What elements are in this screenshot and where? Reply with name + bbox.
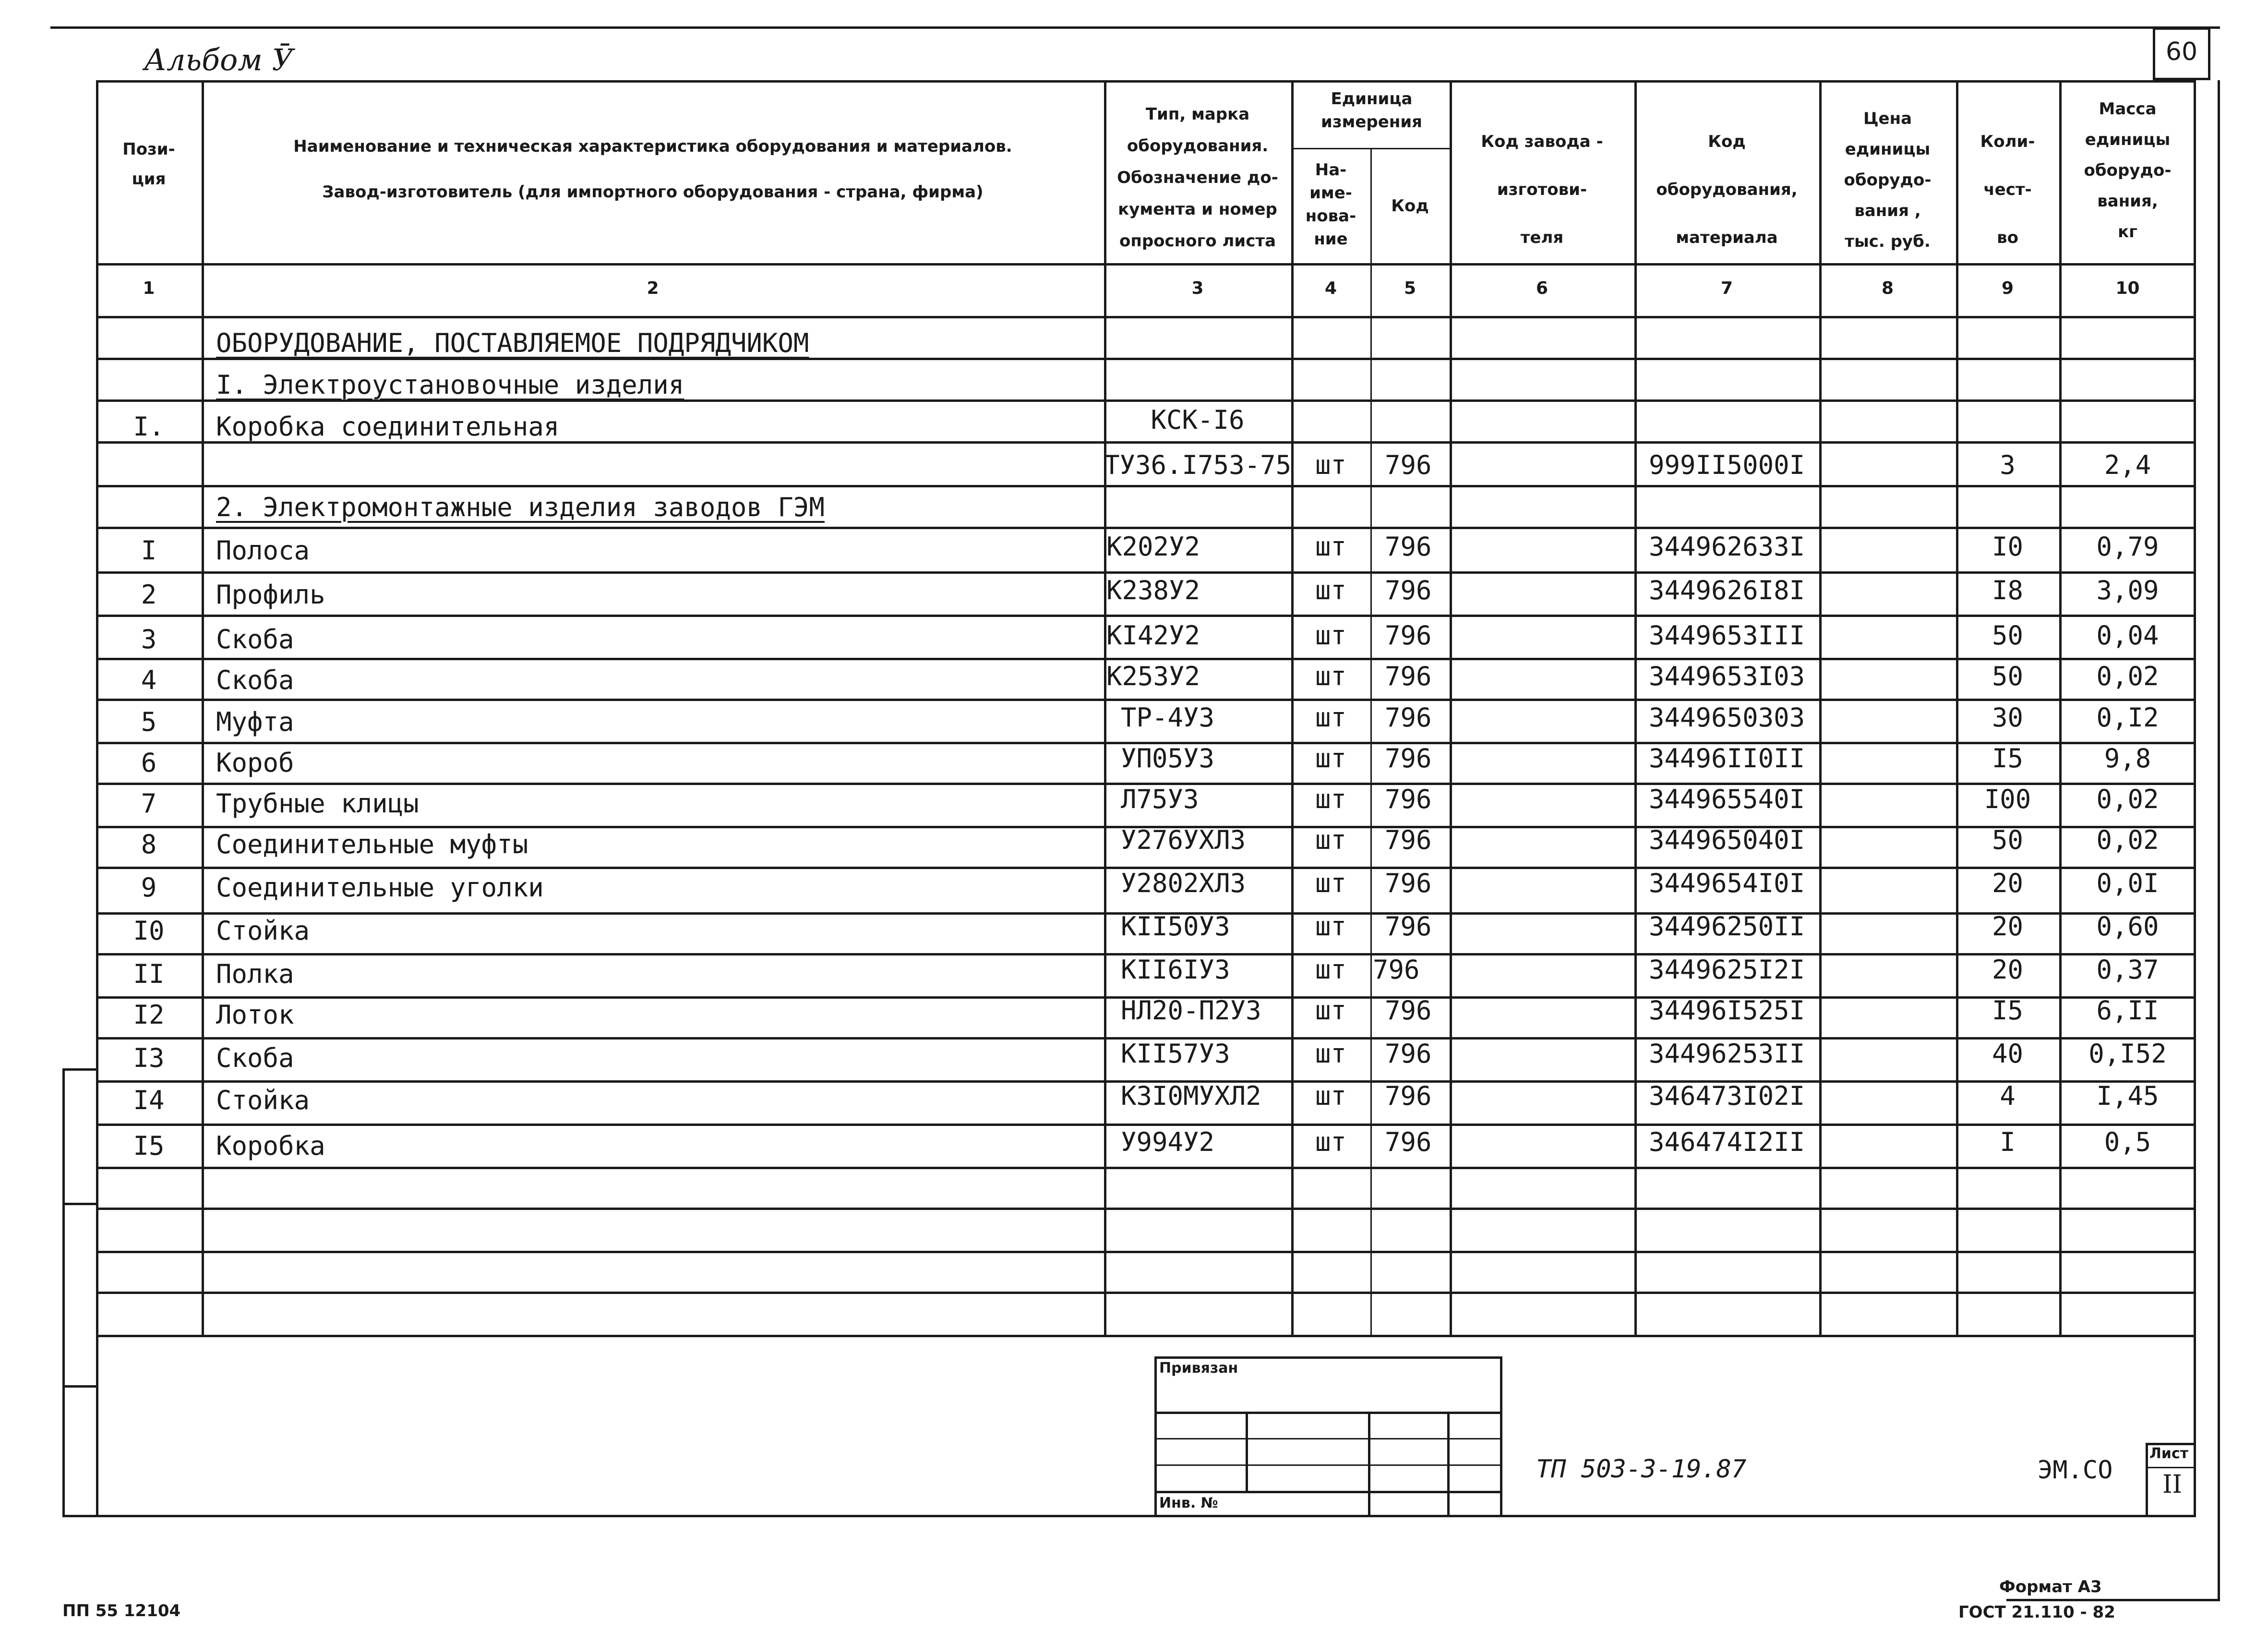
table-cell-name: Муфта [216,707,294,737]
table-cell-position: II [133,959,165,989]
header-equipment-code: Код оборудования, материала [1656,132,1798,247]
col-line-2 [1104,80,1106,1335]
table-cell-quantity: 50 [1992,661,2024,691]
table-cell-mass: 0,02 [2096,661,2159,691]
row-line [96,658,2196,660]
stamp-line [1154,1412,1502,1414]
table-cell-code: 796 [1385,743,1432,774]
table-cell-quantity: 3 [2000,450,2016,480]
table-cell-unit: шт [1315,868,1347,898]
header-name: Наименование и техническая характеристика оборудования и материалов. Завод-изготовитель (для импортного оборудования - страна, фирма) [293,137,1012,202]
table-cell-unit: шт [1315,911,1347,942]
table-cell-quantity: 40 [1992,1039,2024,1069]
table-cell-position: I4 [133,1085,165,1115]
format-label: Формат А3 [1999,1577,2102,1596]
table-cell-mass: 0,02 [2096,825,2159,855]
stamp-line [1154,1464,1502,1466]
table-cell-position: I5 [133,1131,165,1161]
sheet-number: II [2162,1470,2183,1499]
header-unit-name: На- име- нова- ние [1305,160,1356,249]
left-margin-tick [62,1068,96,1071]
document-code: ТП 503-3-19.87 [1536,1455,1747,1484]
table-cell-name: Коробка [216,1131,325,1161]
table-cell-mass: 0,I52 [2088,1039,2167,1069]
header-mass: Масса единицы оборудо- вания, кг [2084,99,2172,242]
table-cell-type: КСК-I6 [1151,405,1245,435]
subsection-title: 2. Электромонтажные изделия заводов ГЭМ [216,492,825,522]
table-cell-unit: шт [1315,1127,1347,1157]
header-price: Цена единицы оборудо- вания , тыс. руб. [1844,109,1932,251]
table-cell-code: 796 [1385,702,1432,733]
album-label: Альбом Ӯ [144,42,294,77]
table-cell-mass: I,45 [2096,1081,2159,1111]
table-cell-quantity: 20 [1992,955,2024,985]
table-cell-equipment-code: 34496I525I [1649,995,1805,1026]
header-type: Тип, марка оборудования. Обозначение до- кумента и номер опросного листа [1117,105,1278,251]
table-cell-name: Полоса [216,535,310,566]
table-cell-position: I3 [133,1043,165,1073]
table-cell-quantity: 50 [1992,825,2024,855]
table-cell-position: I. [133,411,165,442]
table-cell-equipment-code: 3449650303 [1649,702,1805,733]
table-cell-type: У276УХЛ3 [1121,825,1246,855]
header-bottom-line [96,263,2196,266]
table-top-line [96,80,2196,83]
table-cell-mass: 2,4 [2104,450,2151,480]
col-line-4 [1370,148,1372,1335]
table-cell-type: К202У2 [1106,532,1200,562]
col-number: 3 [1191,278,1204,298]
header-position: Пози- ция [122,140,175,189]
table-cell-position: 9 [141,872,157,903]
footer-left-code: ПП 55 12104 [62,1601,181,1620]
stamp-line [1154,1438,1502,1439]
table-cell-type: ТР-4У3 [1121,702,1215,733]
col-number: 8 [1881,278,1894,298]
table-cell-name: Соединительные муфты [216,829,528,859]
table-cell-position: I0 [133,916,165,946]
table-cell-name: Соединительные уголки [216,872,544,903]
row-line [96,1124,2196,1126]
table-cell-quantity: I5 [1992,995,2024,1026]
table-cell-mass: 9,8 [2104,743,2151,774]
col-line-1 [202,80,204,1335]
table-cell-code: 796 [1385,1127,1432,1157]
table-cell-mass: 3,09 [2096,575,2159,605]
stamp-col [1368,1412,1370,1515]
left-margin-tick [62,1203,96,1205]
col-number: 4 [1324,278,1337,298]
table-cell-code: 796 [1385,868,1432,898]
table-cell-code: 796 [1385,784,1432,814]
table-cell-position: 5 [141,707,157,737]
page-number: 60 [2165,37,2198,66]
table-cell-type: ТУ36.I753-75 [1104,450,1292,480]
table-cell-quantity: 30 [1992,702,2024,733]
col-number: 9 [2001,278,2014,298]
table-cell-quantity: 20 [1992,868,2024,898]
row-line [96,571,2196,574]
col-line-5 [1450,80,1452,1335]
table-cell-name: Скоба [216,665,294,695]
table-cell-mass: 0,02 [2096,784,2159,814]
subsection-title: I. Электроустановочные изделия [216,370,684,400]
table-cell-quantity: I5 [1992,743,2024,774]
table-cell-unit: шт [1315,743,1347,774]
table-cell-equipment-code: 3449653III [1649,620,1805,651]
table-cell-unit: шт [1315,702,1347,733]
table-cell-quantity: I8 [1992,575,2024,605]
col-line-6 [1634,80,1637,1335]
table-body-bottom-line [96,1335,2196,1337]
row-line [96,1208,2196,1210]
table-cell-quantity: I [2000,1127,2016,1157]
col-line-7 [1819,80,1822,1335]
table-cell-type: КI42У2 [1106,620,1200,651]
table-cell-position: I [141,535,157,566]
table-cell-quantity: 20 [1992,911,2024,942]
table-cell-mass: 0,79 [2096,532,2159,562]
header-unit-code: Код [1391,196,1429,216]
table-cell-unit: шт [1315,784,1347,814]
table-cell-position: 3 [141,624,157,654]
table-cell-code: 796 [1373,955,1420,985]
numbers-bottom-line [96,316,2196,318]
table-cell-code: 796 [1385,995,1432,1026]
table-cell-mass: 0,5 [2104,1127,2151,1157]
table-cell-name: Профиль [216,580,325,610]
table-cell-equipment-code: 34496250II [1649,911,1805,942]
table-cell-mass: 0,04 [2096,620,2159,651]
table-cell-unit: шт [1315,575,1347,605]
table-cell-equipment-code: 999II5000I [1649,450,1805,480]
table-cell-unit: шт [1315,995,1347,1026]
row-line [96,485,2196,487]
table-cell-type: НЛ20-П2У3 [1121,995,1261,1026]
table-cell-type: КII6IУ3 [1121,955,1230,985]
table-cell-type: У994У2 [1121,1127,1215,1157]
table-cell-equipment-code: 344965040I [1649,825,1805,855]
outer-bottom-border [2006,1599,2220,1601]
table-cell-type: У2802ХЛ3 [1121,868,1246,898]
table-cell-type: УП05У3 [1121,743,1215,774]
table-cell-code: 796 [1385,661,1432,691]
col-number: 6 [1536,278,1548,298]
stamp-line [1154,1491,1502,1493]
table-cell-equipment-code: 3449625I2I [1649,955,1805,985]
col-number: 2 [647,278,659,298]
sheet-label: Лист [2149,1445,2189,1462]
table-cell-name: Скоба [216,624,294,654]
table-cell-code: 796 [1385,1081,1432,1111]
stamp-bottom-line [62,1515,2196,1517]
table-cell-name: Короб [216,748,294,778]
table-cell-name: Полка [216,959,294,989]
stamp-col [1246,1412,1248,1491]
table-cell-quantity: I00 [1984,784,2031,814]
table-cell-equipment-code: 344962633I [1649,532,1805,562]
table-cell-unit: шт [1315,1081,1347,1111]
table-cell-type: К3I0МУХЛ2 [1121,1081,1261,1111]
table-cell-name: Лоток [216,1000,294,1030]
table-cell-mass: 0,0I [2096,868,2159,898]
top-rule [50,26,2220,29]
header-manufacturer-code: Код завода - изготови- теля [1481,132,1603,247]
table-cell-unit: шт [1315,1039,1347,1069]
table-cell-type: КII50У3 [1121,911,1230,942]
table-cell-code: 796 [1385,620,1432,651]
outer-right-border [2218,80,2220,1600]
table-cell-position: 8 [141,829,157,859]
table-cell-code: 796 [1385,911,1432,942]
table-cell-mass: 6,II [2096,995,2159,1026]
col-number: 7 [1720,278,1733,298]
inventory-number-label: Инв. № [1159,1495,1218,1511]
stamp-col [1447,1412,1450,1515]
header-quantity: Коли- чест- во [1980,132,2035,247]
left-margin-line [62,1068,65,1516]
table-cell-name: Скоба [216,1043,294,1073]
table-cell-quantity: 50 [1992,620,2024,651]
section-title: ОБОРУДОВАНИЕ, ПОСТАВЛЯЕМОЕ ПОДРЯДЧИКОМ [216,328,809,358]
table-cell-code: 796 [1385,532,1432,562]
table-cell-mass: 0,37 [2096,955,2159,985]
table-cell-type: КII57У3 [1121,1039,1230,1069]
table-cell-mass: 0,60 [2096,911,2159,942]
table-cell-unit: шт [1315,955,1347,985]
table-cell-code: 796 [1385,450,1432,480]
table-cell-position: 2 [141,580,157,610]
table-cell-name: Трубные клицы [216,788,419,819]
table-cell-equipment-code: 346474I2II [1649,1127,1805,1157]
table-cell-name: Стойка [216,1085,310,1115]
table-cell-equipment-code: 3449626I8I [1649,575,1805,605]
table-cell-equipment-code: 3449654I0I [1649,868,1805,898]
table-cell-position: 6 [141,748,157,778]
table-cell-position: 7 [141,788,157,819]
table-cell-code: 796 [1385,825,1432,855]
row-line [96,1167,2196,1169]
table-cell-equipment-code: 344965540I [1649,784,1805,814]
table-cell-equipment-code: 3449653I03 [1649,661,1805,691]
table-cell-type: К238У2 [1106,575,1200,605]
sheet-divider [2146,1467,2196,1468]
col-number: 5 [1404,278,1416,298]
col-number: 10 [2115,278,2140,298]
table-cell-quantity: I0 [1992,532,2024,562]
left-margin-tick [62,1385,96,1388]
table-cell-unit: шт [1315,661,1347,691]
table-cell-unit: шт [1315,450,1347,480]
table-cell-name: Стойка [216,916,310,946]
gost-label: ГОСТ 21.110 - 82 [1958,1603,2115,1622]
table-cell-position: I2 [133,1000,165,1030]
row-line [96,527,2196,529]
table-cell-type: К253У2 [1106,661,1200,691]
table-cell-name: Коробка соединительная [216,411,560,442]
table-cell-unit: шт [1315,825,1347,855]
table-cell-equipment-code: 34496II0II [1649,743,1805,774]
row-line [96,1292,2196,1294]
table-cell-equipment-code: 34496253II [1649,1039,1805,1069]
table-cell-unit: шт [1315,532,1347,562]
row-line [96,1251,2196,1253]
table-cell-equipment-code: 346473I02I [1649,1081,1805,1111]
attached-label: Привязан [1159,1360,1238,1377]
document-mark: ЭМ.СО [2038,1456,2113,1485]
table-cell-position: 4 [141,665,157,695]
table-cell-code: 796 [1385,1039,1432,1069]
col-number: 1 [143,278,155,298]
header-unit: Единица измерения [1321,89,1422,132]
table-cell-code: 796 [1385,575,1432,605]
table-cell-mass: 0,I2 [2096,702,2159,733]
row-line [96,699,2196,701]
table-cell-unit: шт [1315,620,1347,651]
row-line [96,615,2196,617]
table-cell-type: Л75У3 [1121,784,1199,814]
table-cell-quantity: 4 [2000,1081,2016,1111]
